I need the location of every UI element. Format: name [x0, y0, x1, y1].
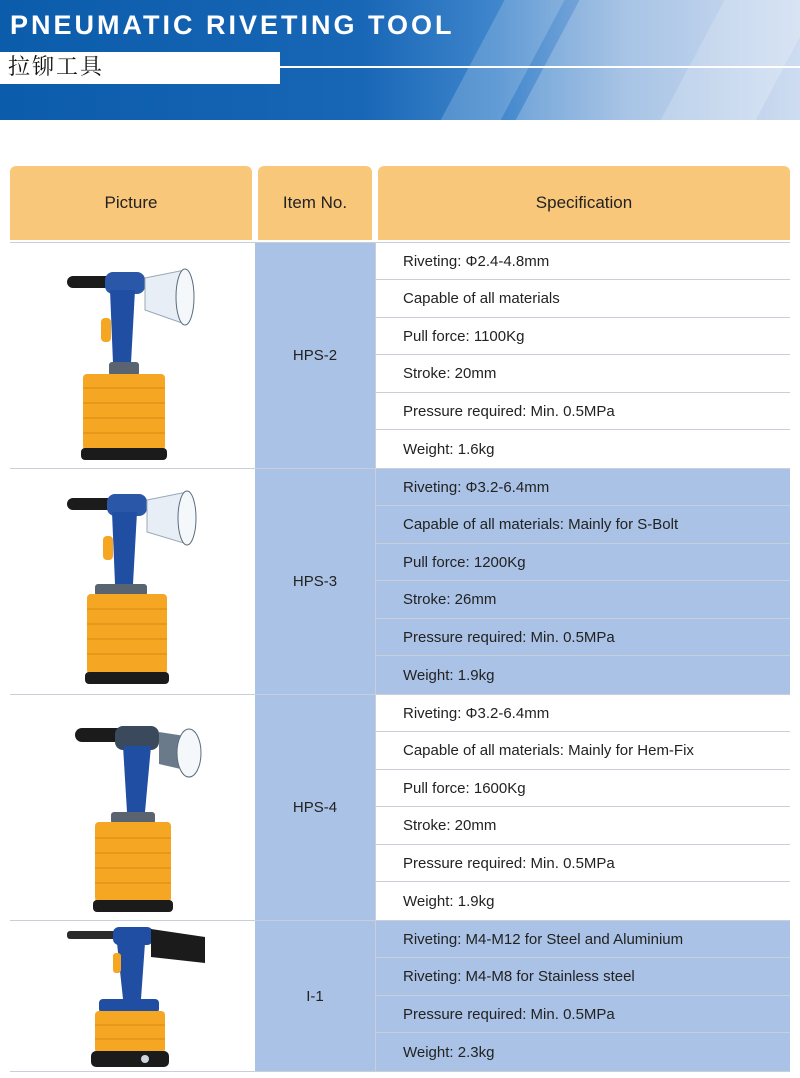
product-picture-cell	[10, 695, 256, 920]
spec-item: Capable of all materials: Mainly for Hem-Fix	[376, 732, 790, 770]
banner-divider	[280, 66, 800, 68]
spec-item: Stroke: 26mm	[376, 581, 790, 619]
table-header	[10, 166, 790, 240]
spec-item: Riveting: M4-M12 for Steel and Aluminium	[376, 921, 790, 958]
spec-item: Pull force: 1600Kg	[376, 770, 790, 807]
spec-item: Stroke: 20mm	[376, 355, 790, 393]
item-number: HPS-3	[255, 469, 376, 694]
table-row	[10, 243, 790, 469]
column-header-picture: Picture	[10, 166, 252, 240]
spec-item: Pull force: 1100Kg	[376, 318, 790, 355]
column-header-spec: Specification	[378, 166, 790, 240]
table-row	[10, 695, 790, 921]
spec-item: Pressure required: Min. 0.5MPa	[376, 393, 790, 430]
spec-item: Weight: 1.9kg	[376, 882, 790, 920]
spec-item: Weight: 1.6kg	[376, 430, 790, 468]
item-number: I-1	[255, 921, 376, 1071]
spec-item: Riveting: Φ3.2-6.4mm	[376, 469, 790, 506]
spec-item: Pressure required: Min. 0.5MPa	[376, 845, 790, 882]
spec-item: Stroke: 20mm	[376, 807, 790, 845]
spec-item: Riveting: M4-M8 for Stainless steel	[376, 958, 790, 996]
spec-item: Capable of all materials: Mainly for S-Bolt	[376, 506, 790, 544]
riveting-tool-icon	[65, 474, 205, 689]
table-row	[10, 921, 790, 1072]
rivet-nut-tool-icon	[65, 923, 215, 1069]
page-subtitle: 拉铆工具	[0, 52, 280, 84]
spec-item: Weight: 1.9kg	[376, 656, 790, 694]
riveting-tool-icon	[65, 700, 215, 915]
product-picture-cell	[10, 469, 256, 694]
page-title: PNEUMATIC RIVETING TOOL	[10, 10, 455, 40]
table-row	[10, 469, 790, 695]
spec-item: Pull force: 1200Kg	[376, 544, 790, 581]
spec-item: Riveting: Φ2.4-4.8mm	[376, 243, 790, 280]
product-picture-cell	[10, 243, 256, 468]
column-header-item: Item No.	[258, 166, 372, 240]
riveting-tool-icon	[65, 248, 205, 463]
spec-list	[376, 695, 790, 920]
spec-list	[376, 469, 790, 694]
spec-item: Riveting: Φ3.2-6.4mm	[376, 695, 790, 732]
header-banner	[0, 0, 800, 120]
spec-item: Capable of all materials	[376, 280, 790, 318]
product-picture-cell	[10, 921, 256, 1071]
item-number: HPS-4	[255, 695, 376, 920]
spec-item: Weight: 2.3kg	[376, 1033, 790, 1071]
product-table	[10, 166, 790, 1061]
item-number: HPS-2	[255, 243, 376, 468]
spec-item: Pressure required: Min. 0.5MPa	[376, 619, 790, 656]
spec-list	[376, 921, 790, 1071]
spec-list	[376, 243, 790, 468]
spec-item: Pressure required: Min. 0.5MPa	[376, 996, 790, 1033]
